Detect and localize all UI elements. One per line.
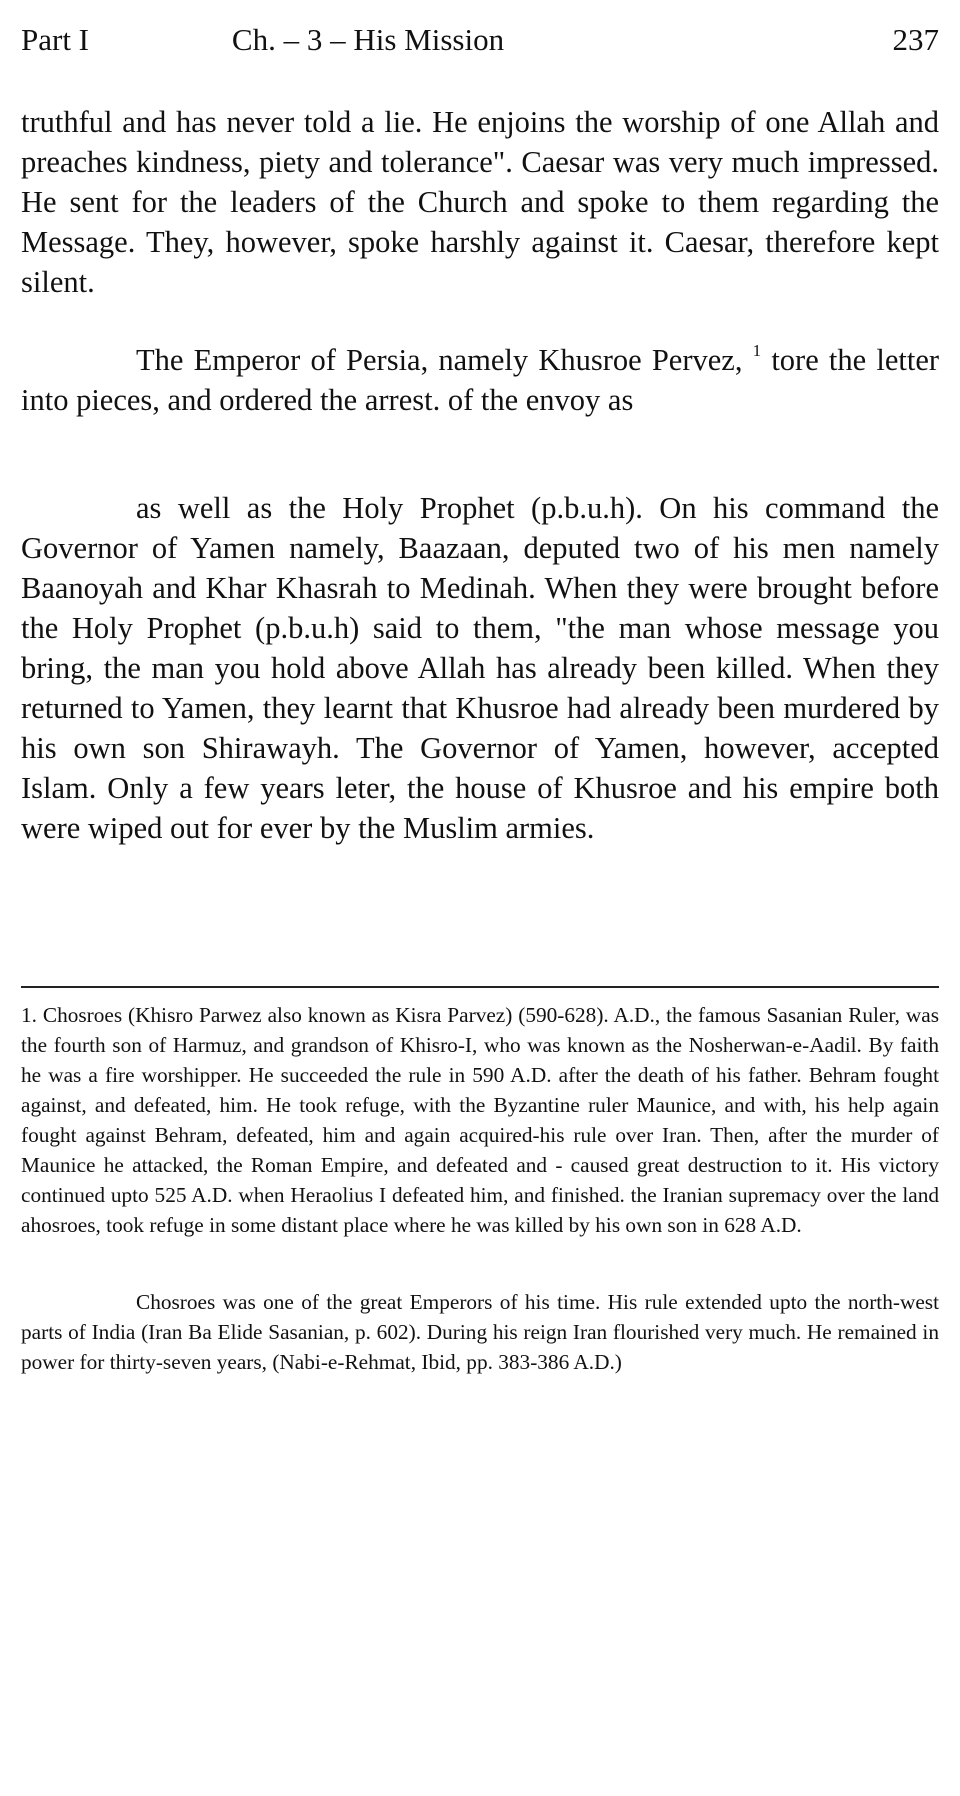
- paragraph-2-start: The Emperor of Persia, namely Khusroe Pervez,: [136, 343, 743, 377]
- footnote-continuation: Chosroes was one of the great Emperors of his time. His rule extended upto the north-west parts of India (Iran Ba Elide Sasanian, p. 602). During his reign Iran flourished very much. He remained in power for thirty-seven years, (Nabi-e-Rehmat, Ibid, pp. 383-386 A.D.): [21, 1290, 939, 1374]
- paragraph-2-end: tore the letter into pieces, and ordered the arrest. of the envoy as: [21, 343, 940, 417]
- chapter-title: Ch. – 3 – His Mission: [231, 22, 505, 57]
- paragraph-2: [21, 340, 939, 420]
- footnote-1: 1. Chosroes (Khisro Parwez also known as Kisra Parvez) (590-628). A.D., the famous Sasanian Ruler, was the fourth son of Harmuz, and grandson of Khisro-I, who was known as the Nosherwan-e-Aadil. By faith he was a fire worshipper. He succeeded the rule in 590 A.D. after the death of his father. Behram fought against, and defeated, him. He took refuge, with the Byzantine ruler Maunice, and with, his help again fought against Behram, defeated, him and again acquired-his rule over Iran. Then, after the murder of Maunice he attacked, the Roman Empire, and defeated and - caused great destruction to it. His victory continued upto 525 A.D. when Heraolius I defeated him, and finished. the Iranian supremacy over the land ahosroes, took refuge in some distant place where he was killed by his own son in 628 A.D.: [21, 1003, 939, 1237]
- chapter-title-wrap: [21, 20, 701, 60]
- book-page: [21, 0, 939, 1796]
- paragraph-3: as well as the Holy Prophet (p.b.u.h). On his command the Governor of Yamen namely, Baazaan, deputed two of his men namely Baanoyah and Khar Khasrah to Medinah. When they were brought before the Holy Prophet (p.b.u.h) said to them, "the man whose message you bring, the man you hold above Allah has already been killed. When they returned to Yamen, they learnt that Khusroe had already been murdered by his own son Shirawayh. The Governor of Yamen, however, accepted Islam. Only a few years leter, the house of Khusroe and his empire both were wiped out for ever by the Muslim armies.: [21, 491, 939, 845]
- paragraph-1: truthful and has never told a lie. He enjoins the worship of one Allah and preaches kindness, piety and tolerance". Caesar was very much impressed. He sent for the leaders of the Church and spoke to them regarding the Message. They, however, spoke harshly against it. Caesar, therefore kept silent.: [21, 105, 939, 299]
- footnote-divider: [21, 986, 939, 988]
- footnote-reference: 1: [752, 341, 762, 360]
- part-label: Part I: [21, 22, 90, 57]
- running-header: [21, 20, 939, 60]
- page-number: 237: [892, 22, 939, 57]
